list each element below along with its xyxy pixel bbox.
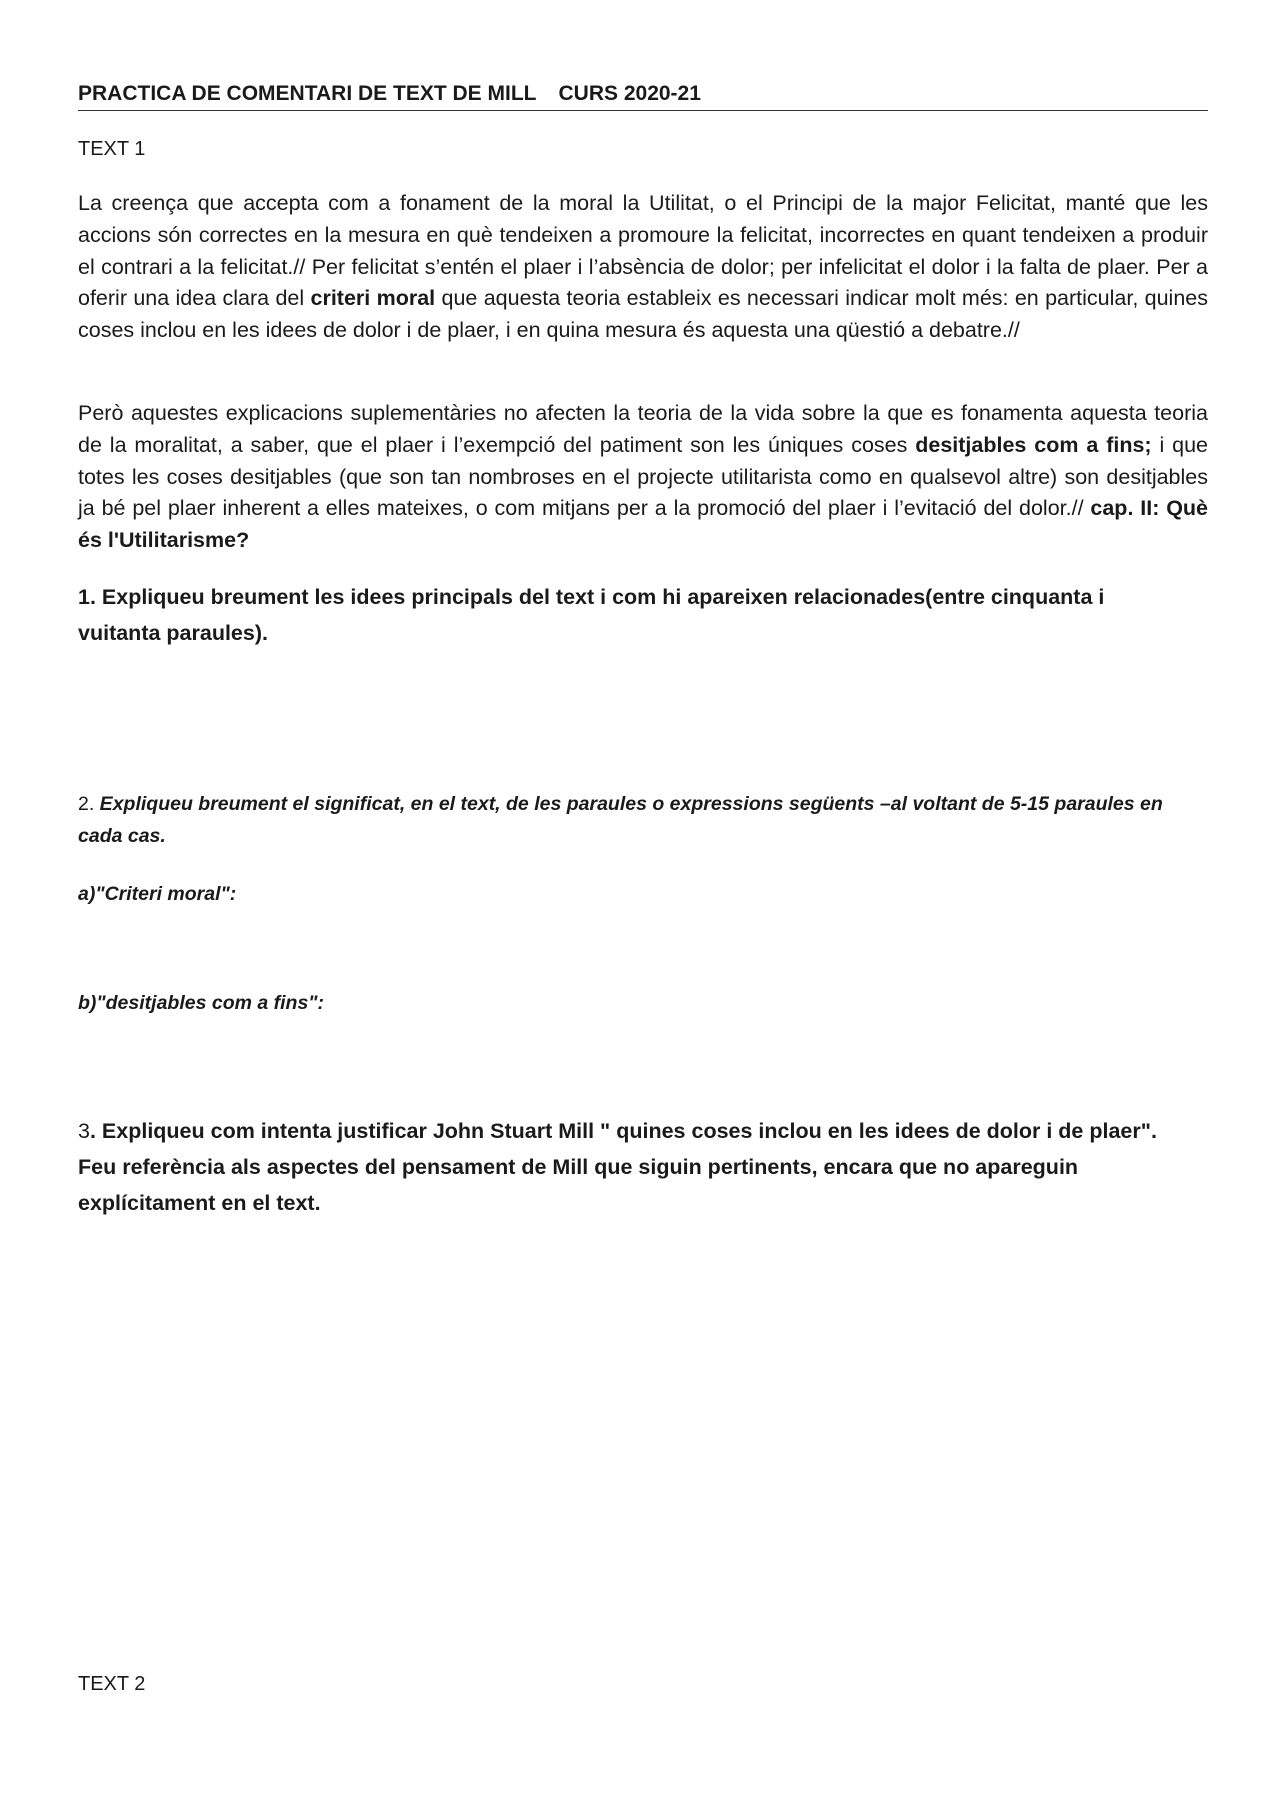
text1-p2-part1: Però aquestes explicacions suplementàries no afecten la teoria de la vida sobre la que es fonamenta aquesta teoria de la moralitat, a saber, que el plaer i l’exempció del patiment son les úniques coses	[78, 401, 1208, 457]
question-2-number: 2.	[78, 793, 95, 815]
text1-p2-part2: i que totes les coses desitjables (que son tan nombroses en el projecte utilitarista como en qualsevol altre) son desitjables ja bé pel plaer inherent a elles mateixes, o com mitjans per a la promoció del plaer i l’evitació del dolor.//	[78, 432, 1208, 521]
question-2b: b)"desitjables com a fins":	[78, 992, 325, 1014]
question-3-number: 3	[78, 1119, 90, 1143]
document-header	[78, 82, 1208, 111]
text1-paragraph-1	[78, 188, 1208, 347]
question-2	[78, 788, 1208, 852]
text2-label: TEXT 2	[78, 1673, 146, 1695]
header-title: PRACTICA DE COMENTARI DE TEXT DE MILL	[78, 82, 537, 105]
text1-paragraph-2	[78, 398, 1208, 557]
text1-label: TEXT 1	[78, 138, 146, 160]
text1-p1-bold: criteri moral	[310, 286, 436, 311]
question-1: 1. Expliqueu breument les idees principals del text i com hi apareixen relacionades(entre cinquanta i vuitanta paraules).	[78, 585, 1105, 645]
header-course: CURS 2020-21	[558, 82, 701, 105]
question-3-text: . Expliqueu com intenta justificar John Stuart Mill " quines coses inclou en les idees de dolor i de plaer". Feu referència als aspectes del pensament de Mill que siguin pertinents, encara que no apareguin explícitament en el text.	[78, 1119, 1157, 1215]
text1-source: cap. II: Què és l'Utilitarisme?	[78, 496, 1209, 553]
text1-p1-part2: que aquesta teoria estableix es necessari indicar molt més: en particular, quines coses inclou en les idees de dolor i de plaer, i en quina mesura és aquesta una qüestió a debatre.//	[78, 286, 1208, 343]
question-2-text: Expliqueu breument el significat, en el text, de les paraules o expressions següents –al voltant de 5-15 paraules en cada cas.	[78, 793, 1163, 847]
question-2a: a)"Criteri moral":	[78, 883, 237, 905]
text1-p1-part1: La creença que accepta com a fonament de la moral la Utilitat, o el Principi de la major Felicitat, manté que les accions són correctes en la mesura en què tendeixen a promoure la felicitat, incorrectes en quant tendeixen a produir el contrari a la felicitat.// Per felicitat s’entén el plaer i l’absència de dolor; per infelicitat el dolor i la falta de plaer. Per a oferir una idea clara del	[78, 191, 1208, 311]
question-3	[78, 1113, 1188, 1221]
text1-p2-bold: desitjables com a fins;	[915, 432, 1152, 457]
